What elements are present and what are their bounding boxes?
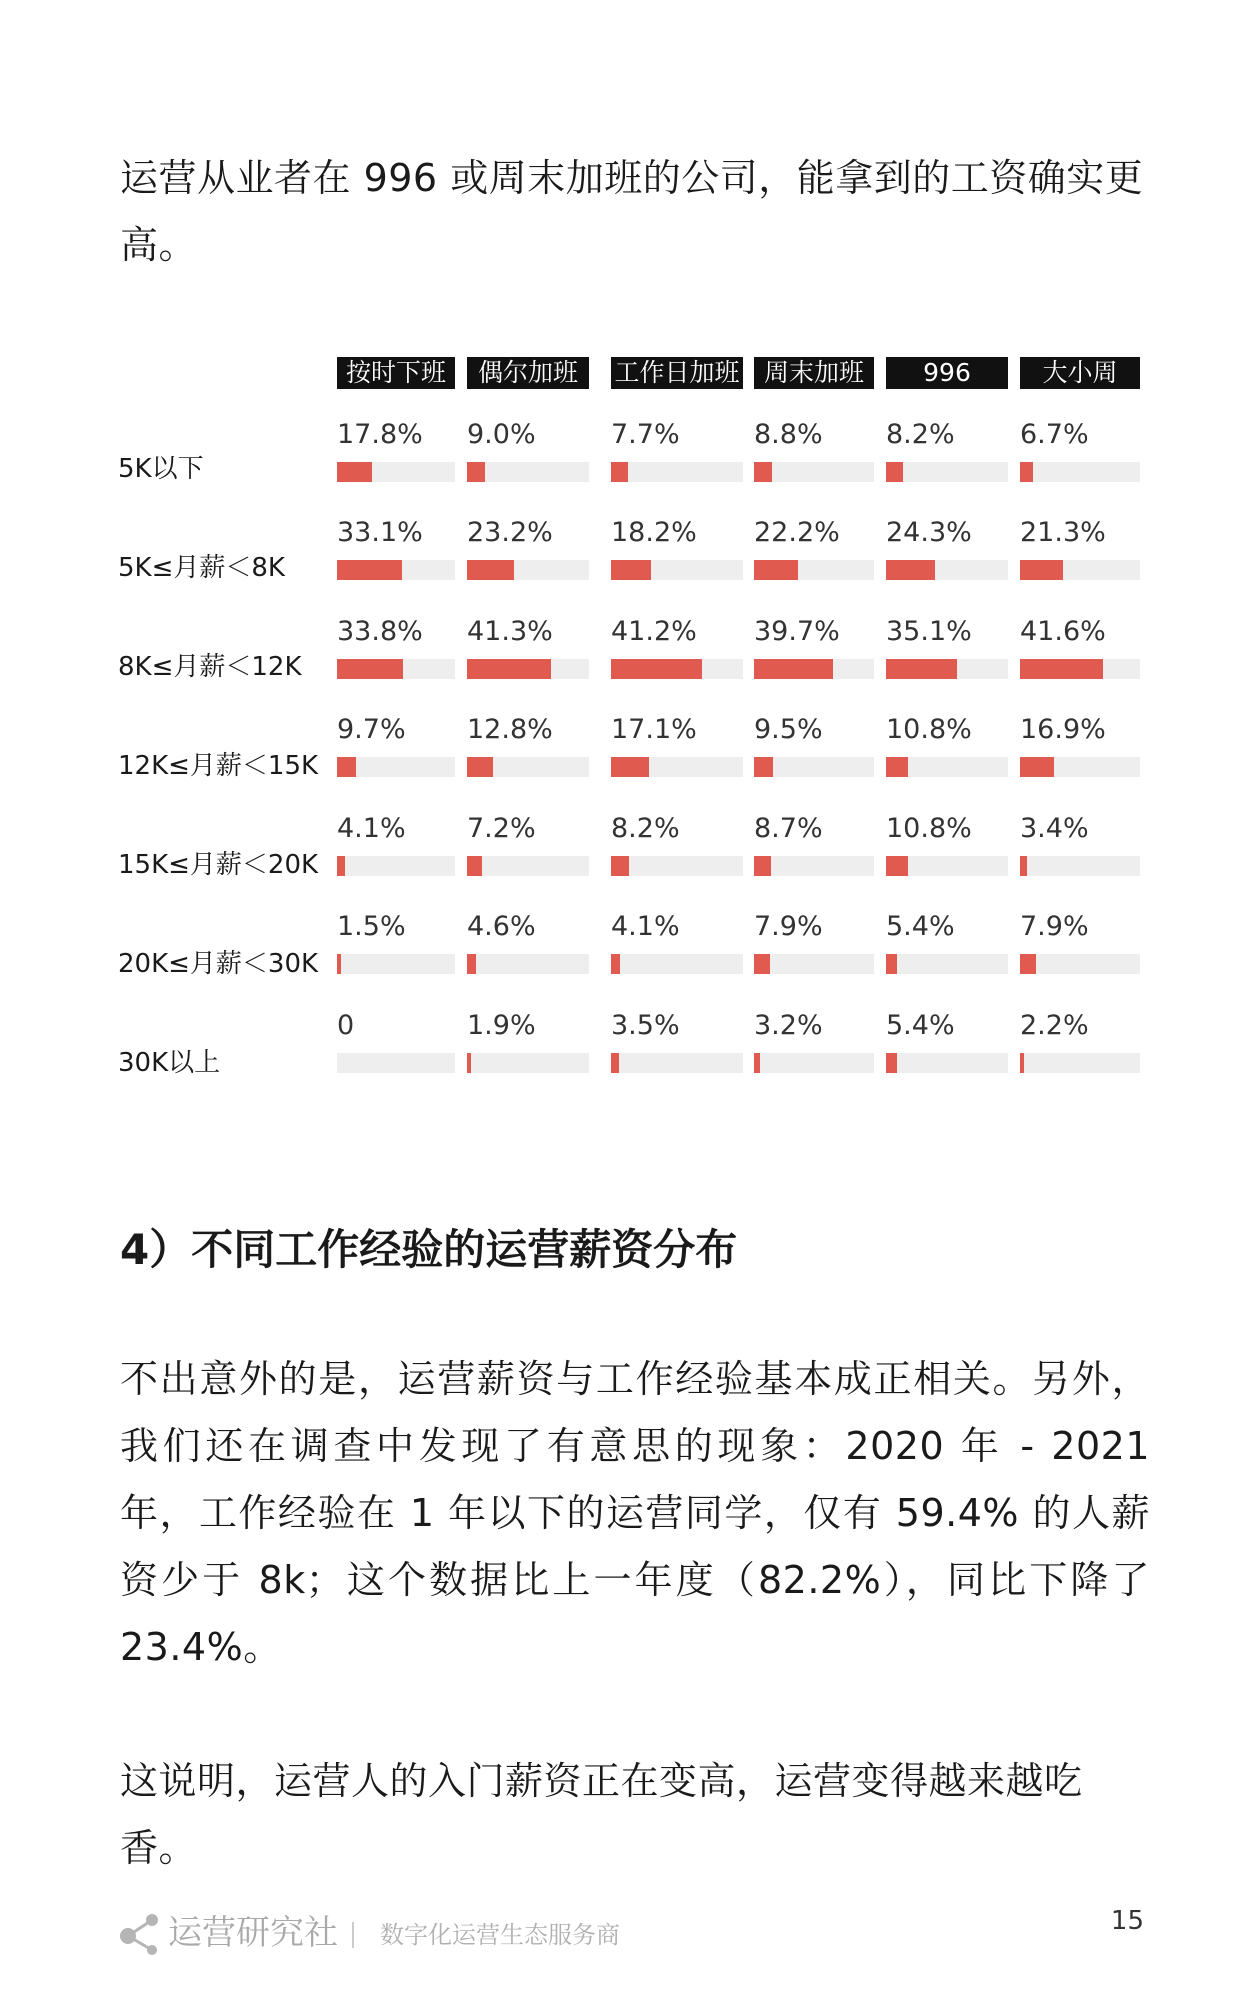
bar (611, 659, 702, 679)
bar-track (1020, 462, 1140, 482)
data-label: 5.4% (886, 911, 955, 942)
data-label: 24.3% (886, 517, 972, 548)
experience-paragraph: 不出意外的是，运营薪资与工作经验基本成正相关。另外，我们还在调查中发现了有意思的现象：2020 年 - 2021 年，工作经验在 1 年以下的运营同学，仅有 59.4% 的人薪资少于 8k；这个数据比上一年度（82.2%），同比下降了 23.4%。 (120, 1357, 1150, 1669)
bar-track (886, 856, 1008, 876)
bar (467, 954, 476, 974)
bar (337, 560, 402, 580)
bar (467, 1053, 471, 1073)
row-label: 30K以上 (118, 1048, 221, 1078)
column-header: 偶尔加班 (467, 357, 589, 389)
data-label: 18.2% (611, 517, 697, 548)
bar-track (754, 462, 874, 482)
footer-slogan: 数字化运营生态服务商 (380, 1921, 620, 1949)
bar (467, 659, 551, 679)
bar-track (754, 560, 874, 580)
bar (337, 757, 356, 777)
bar-track (1020, 757, 1140, 777)
bar-track (611, 954, 743, 974)
section-heading: 4）不同工作经验的运营薪资分布 (120, 1225, 738, 1274)
bar-track (467, 757, 589, 777)
bar (611, 757, 649, 777)
bar (611, 856, 629, 876)
bar-track (467, 560, 589, 580)
bar (1020, 1053, 1024, 1073)
column-header: 996 (886, 357, 1008, 389)
bar-track (467, 954, 589, 974)
data-label: 9.7% (337, 714, 406, 745)
data-label: 7.2% (467, 813, 536, 844)
bar (754, 1053, 760, 1073)
column-header: 按时下班 (337, 357, 455, 389)
bar-track (754, 1053, 874, 1073)
data-label: 8.2% (886, 419, 955, 450)
bar (467, 757, 493, 777)
data-label: 4.6% (467, 911, 536, 942)
intro-paragraph: 运营从业者在 996 或周末加班的公司，能拿到的工资确实更高。 (120, 156, 1144, 267)
data-label: 12.8% (467, 714, 553, 745)
bar-track (1020, 954, 1140, 974)
data-label: 8.2% (611, 813, 680, 844)
bar-track (467, 462, 589, 482)
column-header: 大小周 (1020, 357, 1140, 389)
bar-track (886, 954, 1008, 974)
data-label: 23.2% (467, 517, 553, 548)
data-label: 9.5% (754, 714, 823, 745)
bar-track (337, 954, 455, 974)
bar-track (611, 1053, 743, 1073)
data-label: 2.2% (1020, 1010, 1089, 1041)
bar (337, 954, 341, 974)
data-label: 3.4% (1020, 813, 1089, 844)
bar (754, 560, 798, 580)
bar-track (337, 462, 455, 482)
data-label: 4.1% (337, 813, 406, 844)
bar (754, 757, 773, 777)
bar (886, 954, 897, 974)
bar (754, 462, 772, 482)
bar (886, 659, 957, 679)
row-label: 8K≤月薪＜12K (118, 652, 302, 682)
row-label: 5K以下 (118, 454, 204, 484)
data-label: 8.7% (754, 813, 823, 844)
bar-track (1020, 1053, 1140, 1073)
bar (611, 462, 628, 482)
bar-track (754, 659, 874, 679)
conclusion-paragraph: 这说明，运营人的入门薪资正在变高，运营变得越来越吃香。 (120, 1759, 1083, 1870)
bar-track (1020, 856, 1140, 876)
data-label: 10.8% (886, 714, 972, 745)
bar (611, 954, 620, 974)
footer-divider (352, 1922, 354, 1948)
bar-track (611, 560, 743, 580)
data-label: 35.1% (886, 616, 972, 647)
row-label: 15K≤月薪＜20K (118, 850, 319, 880)
bar-track (337, 560, 455, 580)
bar (337, 856, 345, 876)
bar (467, 856, 482, 876)
data-label: 17.8% (337, 419, 423, 450)
bar (611, 560, 651, 580)
bar (886, 757, 908, 777)
bar-track (886, 757, 1008, 777)
bar (1020, 856, 1027, 876)
data-label: 33.8% (337, 616, 423, 647)
bar (337, 659, 403, 679)
bar-track (886, 560, 1008, 580)
bar-track (611, 659, 743, 679)
bar-track (611, 856, 743, 876)
data-label: 7.9% (754, 911, 823, 942)
data-label: 1.9% (467, 1010, 536, 1041)
bar (754, 659, 833, 679)
bar-track (337, 757, 455, 777)
data-label: 10.8% (886, 813, 972, 844)
bar-track (337, 1053, 455, 1073)
bar-track (337, 659, 455, 679)
bar (754, 954, 770, 974)
data-label: 33.1% (337, 517, 423, 548)
data-label: 0 (337, 1010, 355, 1041)
bar (1020, 757, 1054, 777)
page-number: 15 (1110, 1906, 1144, 1936)
footer-brand: 运营研究社 (168, 1913, 338, 1953)
bar-track (611, 462, 743, 482)
bar-track (467, 659, 589, 679)
bar (754, 856, 771, 876)
bar (467, 560, 514, 580)
bar (886, 462, 903, 482)
data-label: 16.9% (1020, 714, 1106, 745)
row-label: 5K≤月薪＜8K (118, 553, 285, 583)
data-label: 41.6% (1020, 616, 1106, 647)
bar (467, 462, 485, 482)
share-nodes-icon (118, 1912, 162, 1956)
bar-track (754, 757, 874, 777)
bar (1020, 462, 1033, 482)
data-label: 7.7% (611, 419, 680, 450)
data-label: 39.7% (754, 616, 840, 647)
bar-track (467, 1053, 589, 1073)
row-label: 20K≤月薪＜30K (118, 949, 319, 979)
data-label: 1.5% (337, 911, 406, 942)
bar (1020, 659, 1103, 679)
bar-track (886, 1053, 1008, 1073)
column-header: 工作日加班 (611, 357, 743, 389)
bar-track (611, 757, 743, 777)
data-label: 3.2% (754, 1010, 823, 1041)
data-label: 22.2% (754, 517, 840, 548)
data-label: 5.4% (886, 1010, 955, 1041)
data-label: 41.3% (467, 616, 553, 647)
bar-track (337, 856, 455, 876)
data-label: 17.1% (611, 714, 697, 745)
bar (886, 1053, 897, 1073)
bar (886, 856, 908, 876)
data-label: 41.2% (611, 616, 697, 647)
bar-track (1020, 560, 1140, 580)
bar-track (467, 856, 589, 876)
bar-track (886, 462, 1008, 482)
data-label: 6.7% (1020, 419, 1089, 450)
data-label: 7.9% (1020, 911, 1089, 942)
data-label: 21.3% (1020, 517, 1106, 548)
bar (337, 462, 372, 482)
bar (1020, 954, 1036, 974)
bar-track (754, 954, 874, 974)
bar-track (886, 659, 1008, 679)
bar (611, 1053, 619, 1073)
bar (886, 560, 935, 580)
data-label: 8.8% (754, 419, 823, 450)
column-header: 周末加班 (754, 357, 874, 389)
row-label: 12K≤月薪＜15K (118, 751, 319, 781)
data-label: 9.0% (467, 419, 536, 450)
bar (1020, 560, 1063, 580)
bar-track (1020, 659, 1140, 679)
data-label: 4.1% (611, 911, 680, 942)
bar-track (754, 856, 874, 876)
data-label: 3.5% (611, 1010, 680, 1041)
